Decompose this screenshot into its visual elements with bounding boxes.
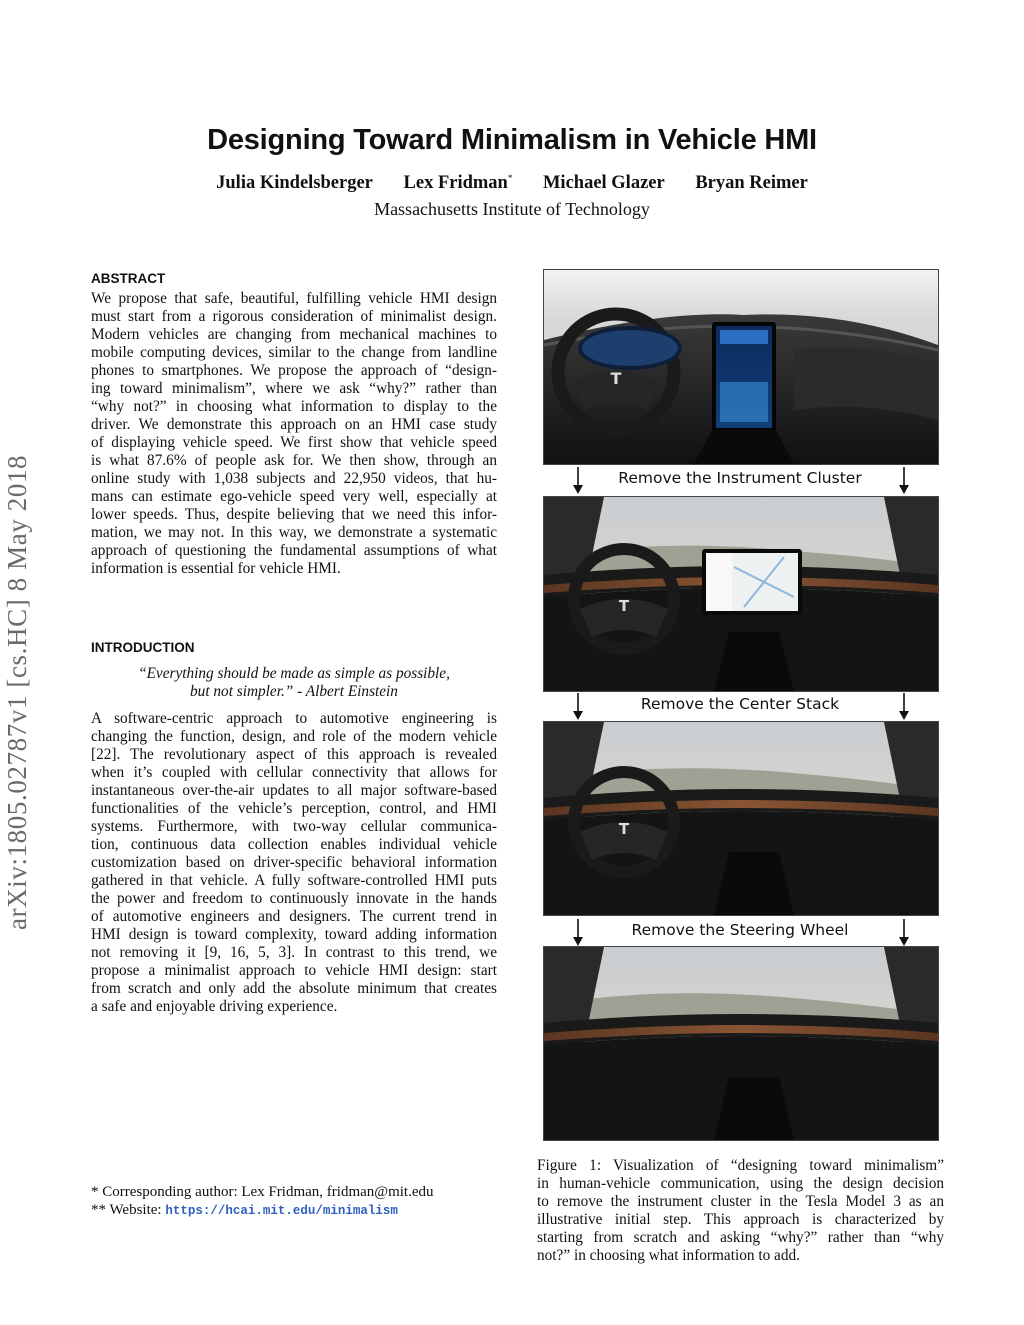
text-line: of displaying vehicle speed. We first show that vehicle speed	[91, 434, 497, 451]
epigraph-quote	[91, 665, 497, 701]
step-caption: Remove the Instrument Cluster	[618, 469, 862, 487]
svg-text:T: T	[618, 820, 630, 838]
caption-line: in human-vehicle communication, using the design decision	[537, 1175, 944, 1192]
author-name: Bryan Reimer	[695, 173, 808, 194]
website-link[interactable]: https://hcai.mit.edu/minimalism	[165, 1204, 398, 1218]
corresponding-mark: *	[507, 173, 513, 183]
text-line: the power and freedom to continuously innovate in the hands	[91, 890, 497, 907]
caption-line: illustrative initial step. This approach is characterized by	[537, 1211, 944, 1228]
photo-model-s-interior	[543, 269, 939, 465]
photo-model-3-with-screen	[543, 496, 939, 692]
author-name-corresponding: Lex Fridman*	[403, 173, 513, 194]
caption-line: to remove the instrument cluster in the Tesla Model 3 as an	[537, 1193, 944, 1210]
introduction-heading: INTRODUCTION	[91, 640, 195, 655]
caption-line: starting from scratch and asking “why?” rather than “why	[537, 1229, 944, 1246]
text-line: propose a minimalist approach to vehicle HMI design: start	[91, 962, 497, 979]
text-line: mobile computing devices, similar to the change from landline	[91, 344, 497, 361]
text-line: information is essential for vehicle HMI.	[91, 560, 341, 577]
text-line: driver. We demonstrate this approach on an HMI case study	[91, 416, 497, 433]
affiliation: Massachusetts Institute of Technology	[374, 199, 650, 219]
text-line: A software-centric approach to automotive engineering is	[91, 710, 497, 727]
caption-line: Figure 1: Visualization of “designing toward minimalism”	[537, 1157, 944, 1174]
text-line: online study with 1,038 subjects and 22,950 videos, that hu-	[91, 470, 497, 487]
introduction-body	[91, 710, 497, 1016]
text-line: mation, we may not. In this way, we demonstrate a systematic	[91, 524, 497, 541]
text-line: from scratch and only add the absolute minimum that creates	[91, 980, 497, 997]
footnote-corresponding: * Corresponding author: Lex Fridman, fridman@mit.edu	[91, 1184, 434, 1200]
model-3-screen-illustration	[544, 497, 938, 691]
text-line: customization based on driver-specific behavioral information	[91, 854, 497, 871]
quote-line: “Everything should be made as simple as possible,	[138, 665, 450, 682]
author-name: Julia Kindelsberger	[216, 173, 373, 194]
svg-text:T: T	[610, 369, 622, 388]
footnote-website	[91, 1201, 511, 1220]
step-caption: Remove the Steering Wheel	[631, 921, 849, 939]
model-3-no-wheel-illustration	[544, 947, 938, 1140]
text-line: functionalities of the vehicle’s perception, control, and HMI	[91, 800, 497, 817]
model-s-interior-illustration	[544, 270, 938, 464]
text-line: tion, continuous data collection enables individual vehicle	[91, 836, 497, 853]
text-line: a safe and enjoyable driving experience.	[91, 998, 338, 1015]
text-line: Modern vehicles are changing from mechanical machines to	[91, 326, 497, 343]
author-list	[0, 173, 1024, 194]
step-caption: Remove the Center Stack	[640, 695, 840, 713]
text-line: is what 87.6% of people ask for. We then show, through an	[91, 452, 497, 469]
down-arrow-icon	[897, 467, 911, 495]
text-line: lower speeds. Thus, despite believing that we need this infor-	[91, 506, 497, 523]
footnote-website-label: ** Website:	[91, 1202, 162, 1218]
abstract-body	[91, 290, 497, 578]
down-arrow-icon	[897, 693, 911, 721]
svg-text:T: T	[618, 597, 630, 615]
arxiv-stamp: arXiv:1805.02787v1 [cs.HC] 8 May 2018	[2, 454, 32, 930]
photo-model-3-no-wheel	[543, 946, 939, 1141]
author-name: Michael Glazer	[542, 173, 665, 194]
text-line: phones to smartphones. We propose the approach of “design-	[91, 362, 497, 379]
text-line: not removing it [9, 16, 5, 3]. In contrast to this trend, we	[91, 944, 497, 961]
text-line: We propose that safe, beautiful, fulfilling vehicle HMI design	[91, 290, 497, 307]
text-line: of automotive engineers and designers. The current trend in	[91, 908, 497, 925]
text-line: instantaneous over-the-air updates to all major software-based	[91, 782, 497, 799]
figure-caption	[537, 1157, 944, 1265]
footnotes	[91, 1183, 511, 1220]
text-line: HMI design is toward complexity, toward adding information	[91, 926, 497, 943]
paper-title: Designing Toward Minimalism in Vehicle HMI	[207, 124, 817, 156]
quote-line: but not simpler.” - Albert Einstein	[190, 683, 398, 700]
text-line: changing the function, design, and role of the modern vehicle	[91, 728, 497, 745]
text-line: gathered in that vehicle. A fully software-controlled HMI puts	[91, 872, 497, 889]
text-line: “why not?” in choosing what information to display to the	[91, 398, 497, 415]
text-line: systems. Furthermore, with two-way cellular communica-	[91, 818, 497, 835]
text-line: ing toward minimalism”, where we ask “why?” rather than	[91, 380, 497, 397]
text-line: approach of questioning the fundamental assumptions of what	[91, 542, 497, 559]
text-line: [22]. The revolutionary aspect of this approach is revealed	[91, 746, 497, 763]
caption-line: not?” in choosing what information to add.	[537, 1247, 800, 1264]
model-3-no-screen-illustration	[544, 722, 938, 915]
photo-model-3-no-screen	[543, 721, 939, 916]
text-line: must start from a rigorous consideration of minimalist design.	[91, 308, 497, 325]
text-line: when it’s coupled with cellular connectivity that allows for	[91, 764, 497, 781]
abstract-heading: ABSTRACT	[91, 271, 166, 286]
text-line: mans can estimate ego-vehicle speed very well, especially at	[91, 488, 497, 505]
down-arrow-icon	[897, 919, 911, 947]
